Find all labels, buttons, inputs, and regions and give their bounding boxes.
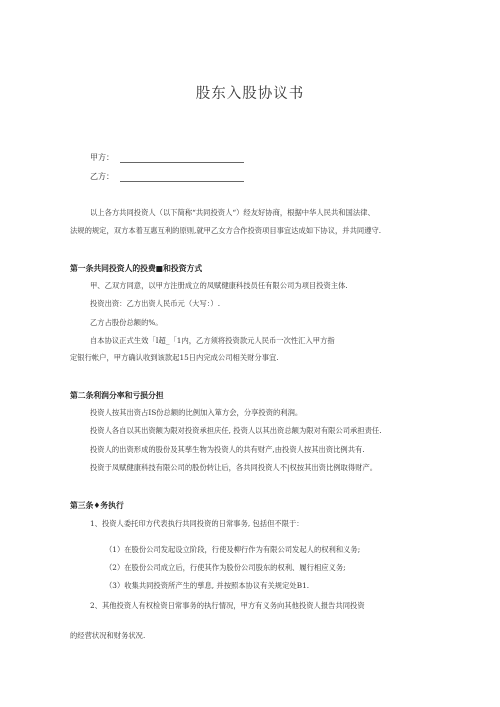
section-1-line: 自本协议正式生效「I超_「1内，乙方须将投资款元人民币一次性汇入甲方指 [90,336,335,345]
party-a-blank-line [120,153,244,163]
section-1-line: 甲、乙双方同意，以甲方注册成立的凤赋健康科技员任有限公司为项目投资主体. [90,281,348,290]
party-a-field [90,152,244,163]
section-1-line: 定银行帐户，甲方确认收到该款起15日内完成公司相关财分事宜. [70,353,279,362]
preamble-line-2: 法规的规定，双方本着互惠互利的原则,就甲乙女方合作投资项目事宜达成如下协议，并共同遵守. [70,226,382,235]
section-3-heading: 第三条♦务执行 [70,501,124,510]
party-a-label: 甲方： [90,153,114,162]
section-3-sub-item: （1）在股份公司发起设立阶段，行使及柳行作为有限公司发起人的权利和义务; [105,545,361,554]
section-3-item-1: 1、投资人委托印方代表执行共同投资的日常事务, 包括但不限于： [90,519,304,528]
party-b-field [90,171,244,182]
party-b-blank-line [120,172,244,182]
section-3-sub-item: （3）收集共同投资所产生的孳息, 并按照本协议有关规定处B1. [105,581,310,590]
section-2-line: 投资于凤赋健康科技有限公司的股份转让后，各共同投资人不|权按其出资比例取得财产。 [90,463,378,472]
section-3-sub-item: （2）在股份公司成立后，行使其作为股份公司股东的权利、履行相应义务; [105,563,346,572]
section-1-line: 投资出资：乙方出资人民币元（大写：）. [90,299,221,308]
section-2-heading: 第二条利润分率和亏损分担 [70,391,164,400]
document-title: 股东入股协议书 [195,86,305,102]
section-2-line: 投资人的出资形成的股份及其孳生物为投资人的共有财产,由投资人按其出资比例共有. [90,445,365,454]
section-2-line: 投资人按其出资占IS份总额的比例加入箪方会，分享投资的利润。 [90,408,303,417]
party-b-label: 乙方： [90,172,114,181]
section-3-item-2: 2、其他投资人有权检资日常事务的执行情况，甲方有义务向其他投资人报告共同投资 [90,601,365,610]
section-3-item-2-continued: 的经营状况和财务状况. [70,631,146,640]
section-1-line: 乙方占股份总额的%。 [90,318,163,327]
section-2-line: 投资人各自以其出资额为限对投资承担庆任, 投资人以其出资总额为限对有限公司承担责任. [90,426,382,435]
preamble-line-1: 以上各方共同投资人（以下简称“共同投资人“）经友好协商，根据中华人民共和国法律、 [90,208,375,217]
section-1-heading: 第一条共同投资人的投费■和投资方式 [70,264,203,273]
